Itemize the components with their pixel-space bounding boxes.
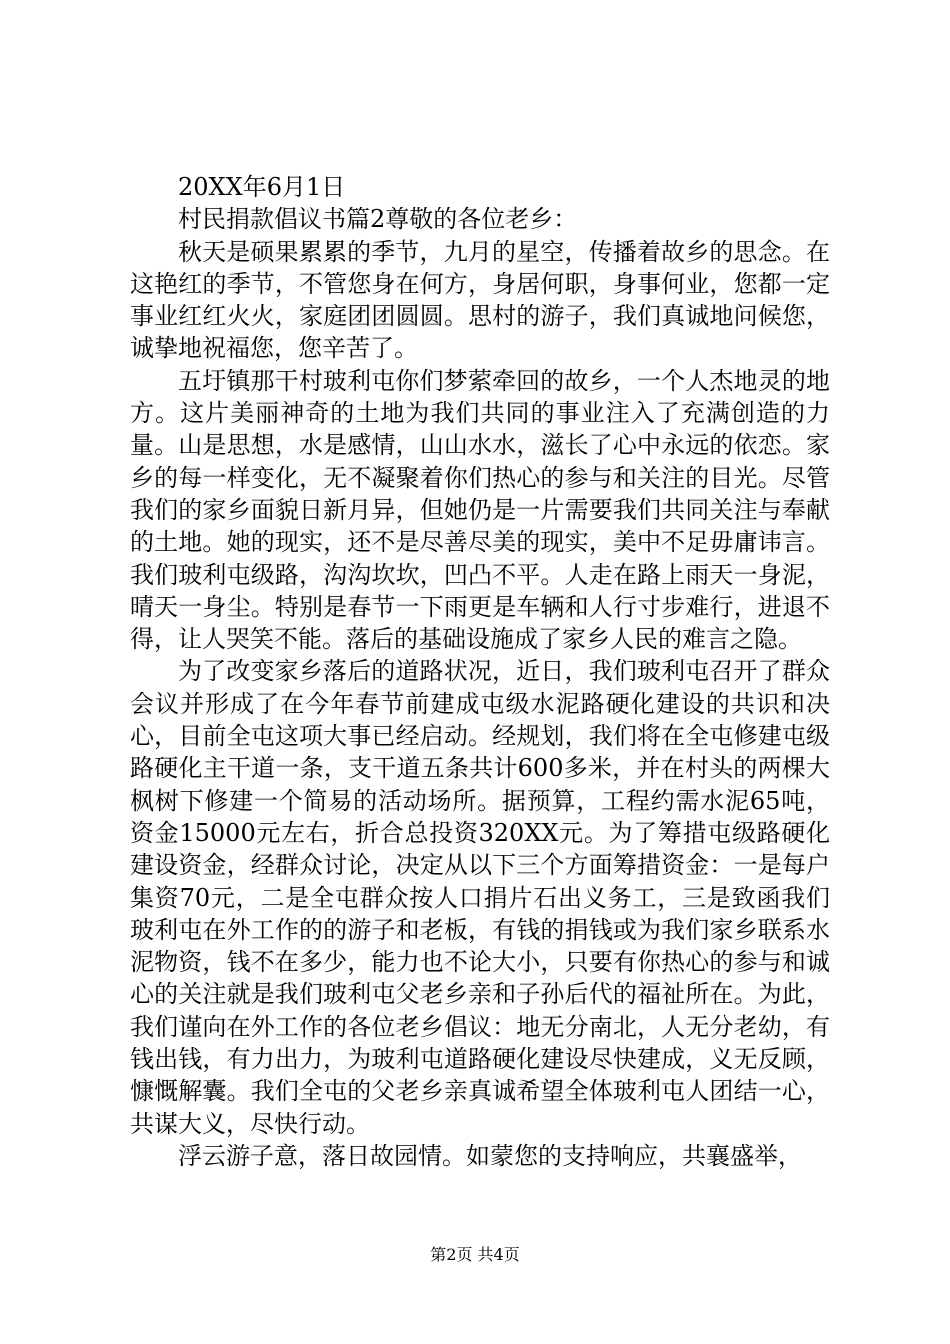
page-footer: 第2页 共4页: [430, 1245, 520, 1264]
date-line: 20XX年6月1日: [178, 173, 346, 201]
paragraph-greeting: 秋天是硕果累累的季节，九月的星空，传播着故乡的思念。在这艳红的季节，不管您身在何方，身居何职，身事何业，您都一定事业红红火火，家庭团团圆圆。思村的游子，我们真诚地问候您，诚挚地祝福您，您辛苦了。: [130, 237, 830, 363]
heading-line: 村民捐款倡议书篇2尊敬的各位老乡：: [178, 205, 578, 234]
paragraph-proposal: 为了改变家乡落后的道路状况，近日，我们玻利屯召开了群众会议并形成了在今年春节前建成屯级水泥路硬化建设的共识和决心，目前全屯这项大事已经启动。经规划，我们将在全屯修建屯级路硬化主干道一条，支干道五条共计600多米，并在村头的两棵大枫树下修建一个简易的活动场所。据预算，工程约需水泥65吨，资金15000元左右，折合总投资320XX元。为了筹措屯级路硬化建设资金，经群众讨论，决定从以下三个方面筹措资金：一是每户集资70元，二是全屯群众按人口捐片石出义务工，三是致函我们玻利屯在外工作的的游子和老板，有钱的捐钱或为我们家乡联系水泥物资，钱不在多少，能力也不论大小，只要有你热心的参与和诚心的关注就是我们玻利屯父老乡亲和子孙后代的福祉所在。为此，我们谨向在外工作的各位老乡倡议：地无分南北，人无分老幼，有钱出钱，有力出力，为玻利屯道路硬化建设尽快建成，义无反顾，慷慨解囊。我们全屯的父老乡亲真诚希望全体玻利屯人团结一心，共谋大义，尽快行动。: [130, 657, 830, 1138]
paragraph-closing: 浮云游子意，落日故园情。如蒙您的支持响应，共襄盛举，: [178, 1141, 802, 1170]
paragraph-hometown: 五圩镇那干村玻利屯你们梦萦牵回的故乡，一个人杰地灵的地方。这片美丽神奇的土地为我们共同的事业注入了充满创造的力量。山是思想，水是感情，山山水水，滋长了心中永远的依恋。家乡的每一样变化，无不凝聚着你们热心的参与和关注的目光。尽管我们的家乡面貌日新月异，但她仍是一片需要我们共同关注与奉献的土地。她的现实，还不是尽善尽美的现实，美中不足毋庸讳言。我们玻利屯级路，沟沟坎坎，凹凸不平。人走在路上雨天一身泥，晴天一身尘。特别是春节一下雨更是车辆和人行寸步难行，进退不得，让人哭笑不能。落后的基础设施成了家乡人民的难言之隐。: [130, 366, 830, 654]
document-body: [130, 171, 830, 1172]
